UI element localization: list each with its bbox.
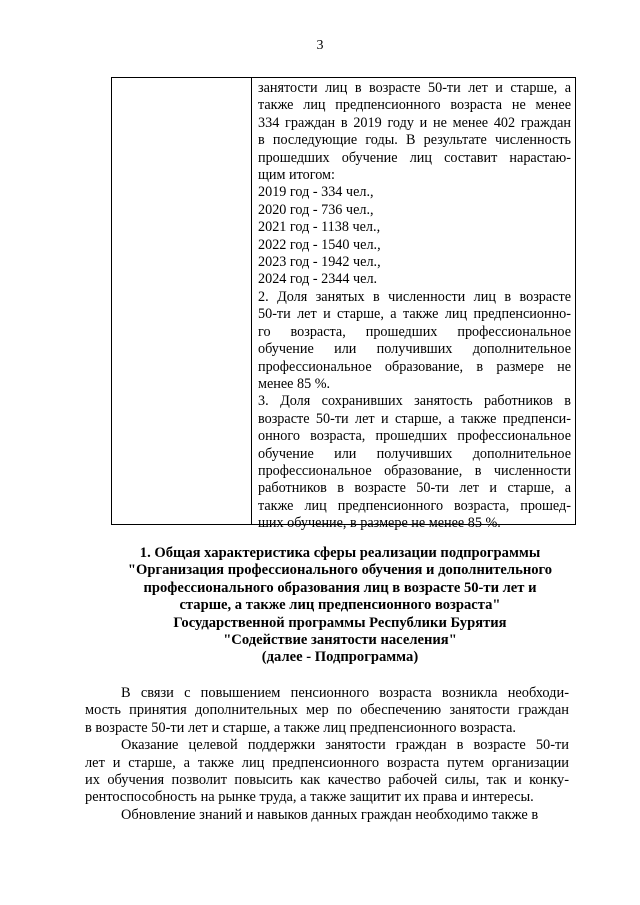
table-line: 2020 год - 736 чел., bbox=[258, 201, 374, 218]
table-line: 50-ти лет и старше, а также лиц предпенсионно- bbox=[258, 306, 571, 323]
table-line: 2024 год - 2344 чел. bbox=[258, 271, 378, 288]
paragraph-line: их обучения позволит повысить как качество рабочей силы, так и конку- bbox=[85, 772, 569, 789]
table-line: 334 граждан в 2019 году и не менее 402 граждан bbox=[258, 114, 571, 131]
table-line: менее 85 %. bbox=[258, 375, 331, 392]
table-line: работников в возрасте 50-ти лет и старше, а bbox=[258, 480, 571, 497]
paragraph-line: Оказание целевой поддержки занятости граждан в возрасте 50-ти bbox=[121, 737, 569, 754]
page-number: 3 bbox=[316, 38, 324, 53]
table-line: онного возраста, прошедших профессиональное bbox=[258, 428, 571, 445]
table-line: 2021 год - 1138 чел., bbox=[258, 219, 381, 236]
indicators-table bbox=[111, 77, 576, 532]
body-text bbox=[85, 685, 569, 824]
table-line: 2019 год - 334 чел., bbox=[258, 184, 374, 201]
paragraph-line: В связи с повышением пенсионного возраста возникла необходи- bbox=[121, 685, 569, 701]
table-line: обучение или получивших дополнительное bbox=[258, 445, 571, 462]
table-line: в последующие годы. В результате численность bbox=[258, 132, 571, 149]
heading-line: "Организация профессионального обучения и дополнительного bbox=[127, 562, 553, 579]
heading-line: (далее - Подпрограмма) bbox=[261, 649, 419, 666]
table-line: также лиц предпенсионного возраста не менее bbox=[258, 97, 571, 114]
paragraph-line: лет и старше, а также лиц предпенсионного возраста путем организации bbox=[85, 754, 569, 771]
table-line: также лиц предпенсионного возраста, прошед- bbox=[258, 497, 571, 514]
paragraph-line: в возрасте 50-ти лет и старше, а также лиц предпенсионного возраста. bbox=[85, 719, 517, 736]
table-line: го возраста, прошедших профессиональное bbox=[258, 323, 571, 340]
heading-line: "Содействие занятости населения" bbox=[223, 632, 457, 649]
heading-line: профессионального образования лиц в возрасте 50-ти лет и bbox=[143, 579, 537, 596]
table-line: обучение или получивших дополнительное bbox=[258, 341, 571, 358]
table-line: занятости лиц в возрасте 50-ти лет и старше, а bbox=[258, 80, 571, 96]
table-line: 3. Доля сохранивших занятость работников в bbox=[258, 393, 571, 410]
table-line: 2022 год - 1540 чел., bbox=[258, 236, 381, 253]
paragraph-line: мость принятия дополнительных мер по обеспечению занятости граждан bbox=[85, 702, 569, 719]
table-line: щим итогом: bbox=[258, 167, 335, 184]
paragraph-line: рентоспособность на рынке труда, а также защитит их права и интересы. bbox=[85, 789, 534, 806]
table-line: прошедших обучение лиц составит нарастаю- bbox=[258, 149, 571, 166]
heading-line: старше, а также лиц предпенсионного возраста" bbox=[179, 597, 501, 614]
heading-line: 1. Общая характеристика сферы реализации подпрограммы bbox=[139, 545, 541, 561]
paragraph-line: Обновление знаний и навыков данных граждан необходимо также в bbox=[121, 806, 539, 823]
table-line: возрасте 50-ти лет и старше, а также предпенси- bbox=[258, 410, 571, 427]
heading-line: Государственной программы Республики Бурятия bbox=[173, 614, 507, 631]
table-left-cell bbox=[112, 78, 252, 524]
table-line: 2. Доля занятых в численности лиц в возрасте bbox=[258, 288, 571, 305]
table-line: ших обучение, в размере не менее 85 %. bbox=[258, 515, 501, 532]
table-line: 2023 год - 1942 чел., bbox=[258, 254, 381, 271]
table-line: профессиональное образование, в численности bbox=[258, 462, 571, 479]
table-line: профессиональное образование, в размере не bbox=[258, 358, 571, 375]
table-right-cell bbox=[258, 80, 571, 533]
section-heading bbox=[90, 545, 590, 667]
